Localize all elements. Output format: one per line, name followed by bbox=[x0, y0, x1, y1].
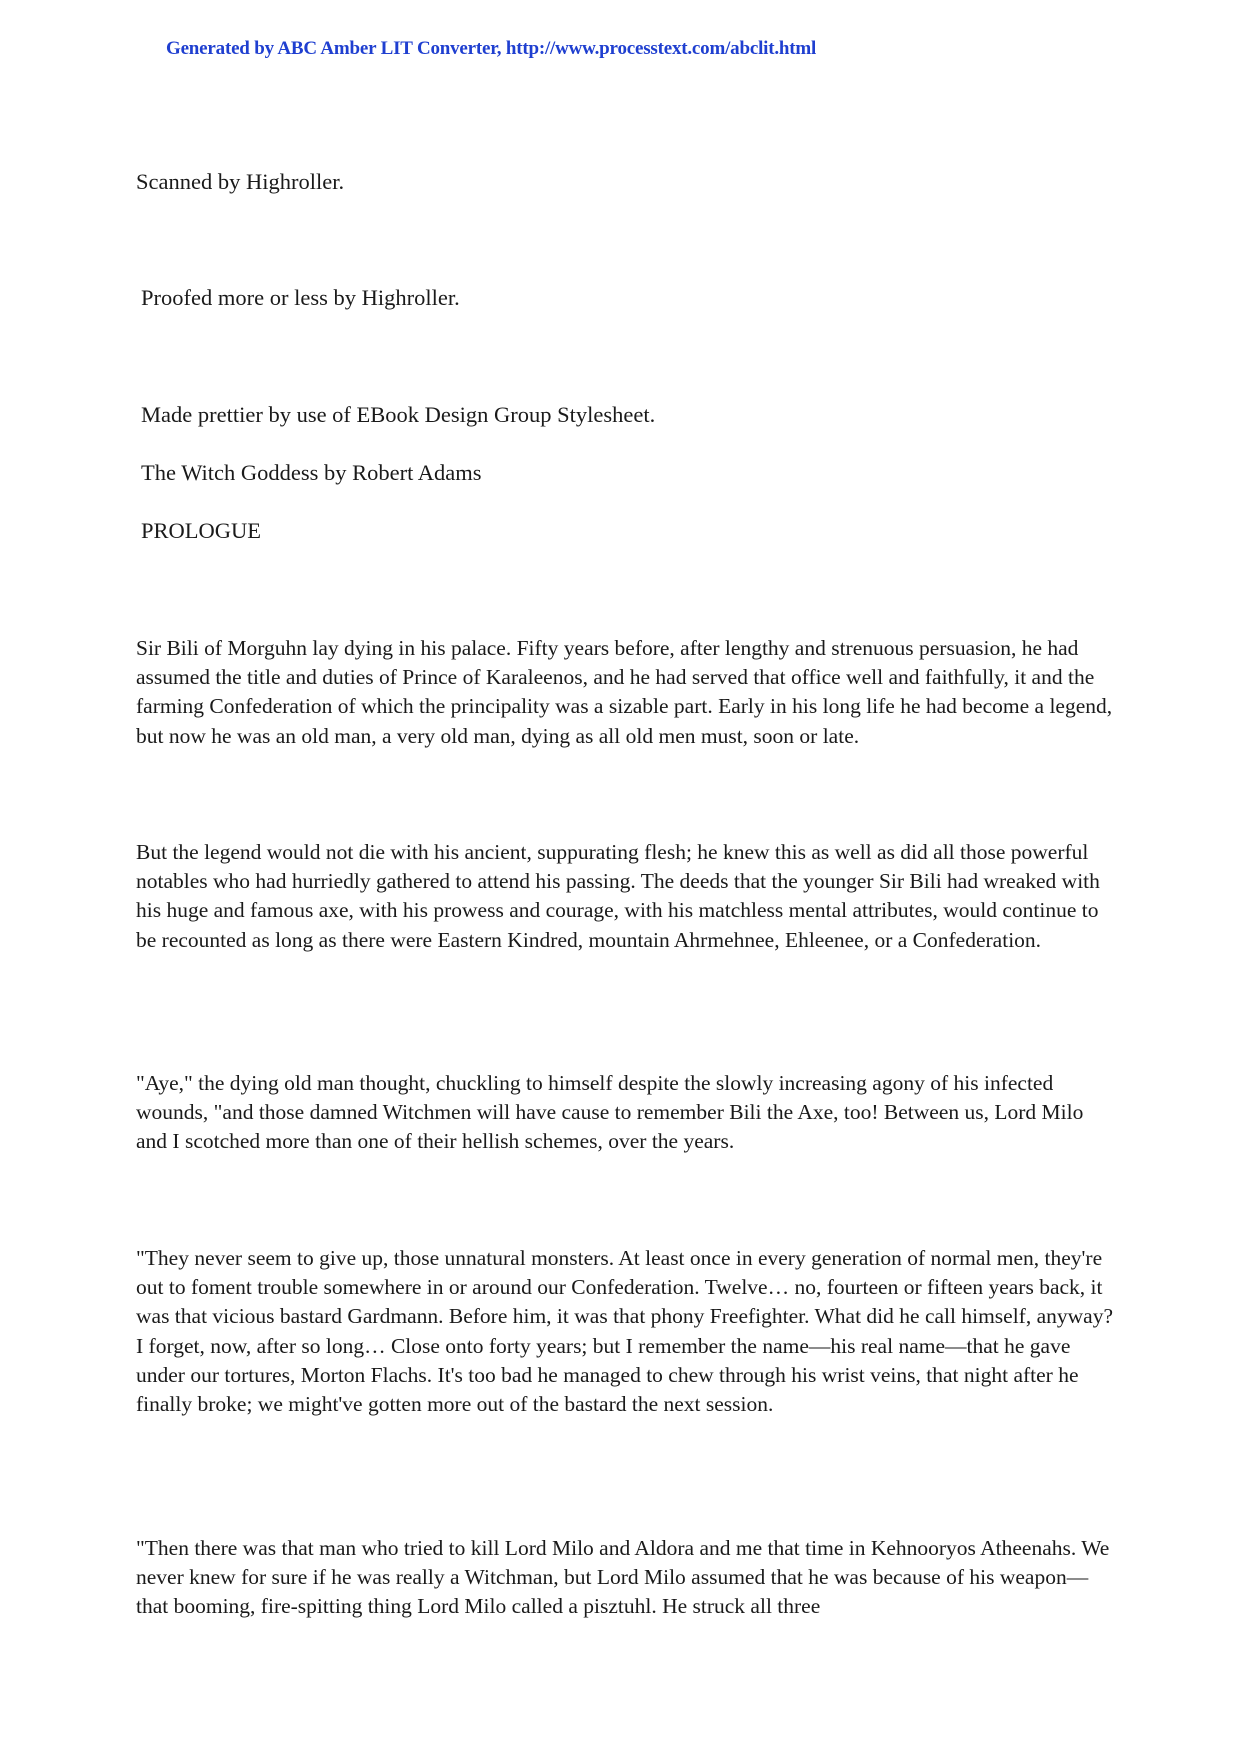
paragraph-5: "Then there was that man who tried to kill Lord Milo and Aldora and me that time in Kehnooryos Atheenahs. We never knew for sure if he was really a Witchman, but Lord Milo assumed that he was because of his weapon—that booming, fire-spitting thing Lord Milo called a pisztuhl. He struck all three bbox=[136, 1536, 1110, 1619]
section-heading: PROLOGUE bbox=[141, 518, 262, 543]
stylesheet-credit-line: Made prettier by use of EBook Design Group Stylesheet. bbox=[141, 402, 656, 427]
paragraph-2: But the legend would not die with his ancient, suppurating flesh; he knew this as well as did all those powerful notables who had hurriedly gathered to attend his passing. The deeds that the younger Sir Bili had wreaked with his huge and famous axe, with his prowess and courage, with his matchless mental attributes, would continue to be recounted as long as there were Eastern Kindred, mountain Ahrmehnee, Ehleenee, or a Confederation. bbox=[136, 840, 1100, 952]
paragraph-3: "Aye," the dying old man thought, chuckling to himself despite the slowly increasing agony of his infected wounds, "and those damned Witchmen will have cause to remember Bili the Axe, too! Between us, Lord Milo and I scotched more than one of their hellish schemes, over the years. bbox=[136, 1071, 1084, 1154]
paragraph-1: Sir Bili of Morguhn lay dying in his palace. Fifty years before, after lengthy and strenuous persuasion, he had assumed the title and duties of Prince of Karaleenos, and he had served that office well and faithfully, it and the farming Confederation of which the principality was a sizable part. Early in his long life he had become a legend, but now he was an old man, a very old man, dying as all old men must, soon or late. bbox=[136, 636, 1113, 748]
book-title-line: The Witch Goddess by Robert Adams bbox=[141, 460, 482, 485]
proofed-by-line: Proofed more or less by Highroller. bbox=[141, 285, 460, 310]
generator-link[interactable]: Generated by ABC Amber LIT Converter, http://www.processtext.com/abclit.html bbox=[166, 38, 817, 59]
scanned-by-line: Scanned by Highroller. bbox=[136, 169, 345, 194]
paragraph-4: "They never seem to give up, those unnatural monsters. At least once in every generation of normal men, they're out to foment trouble somewhere in or around our Confederation. Twelve… no, fourteen or fifteen years back, it was that vicious bastard Gardmann. Before him, it was that phony Freefighter. What did he call himself, anyway? I forget, now, after so long… Close onto forty years; but I remember the name—his real name—that he gave under our tortures, Morton Flachs. It's too bad he managed to chew through his wrist veins, that night after he finally broke; we might've gotten more out of the bastard the next session. bbox=[136, 1246, 1113, 1417]
